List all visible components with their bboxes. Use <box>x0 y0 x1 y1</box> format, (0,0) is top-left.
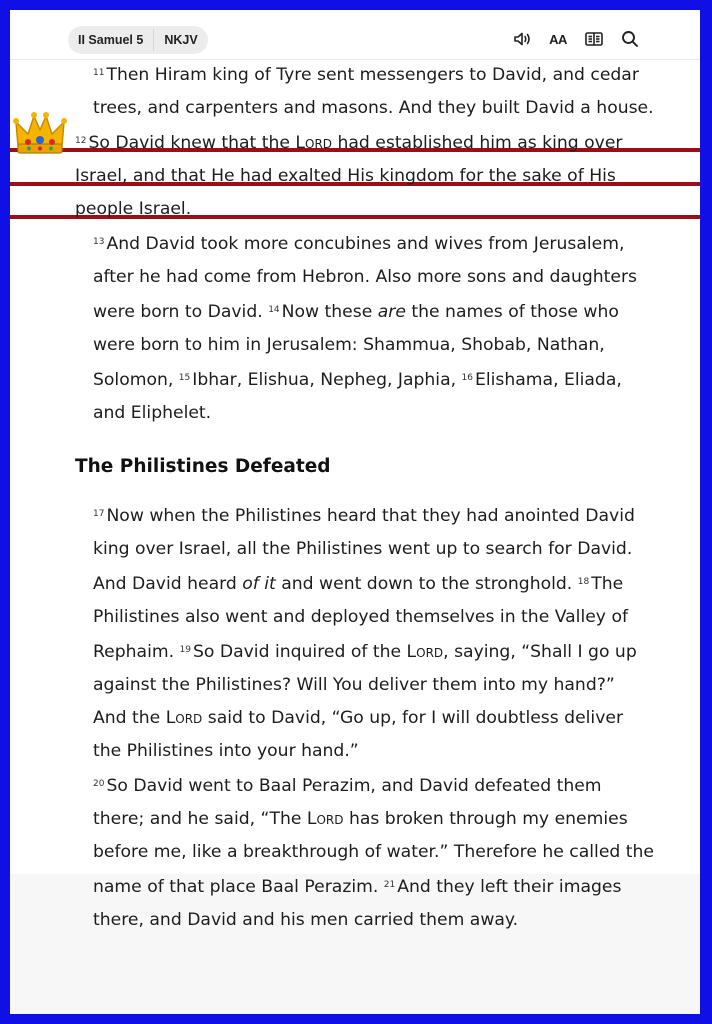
lord-small-caps: Lord <box>406 642 444 662</box>
verse-text: So David knew that the <box>88 133 296 153</box>
lord-small-caps: Lord <box>306 809 344 829</box>
verse-number: 18 <box>577 577 590 587</box>
reference-pill <box>68 26 208 54</box>
italic-word: are <box>377 302 406 322</box>
reader-screen <box>10 10 700 1014</box>
verse-text: the names of those who were born to him in Jerusalem: Shammua, Shobab, Nathan, Solomon, <box>93 302 619 390</box>
section-heading: The Philistines Defeated <box>75 456 331 477</box>
speaker-icon[interactable] <box>512 29 532 49</box>
paragraph-verse-12 <box>75 125 655 226</box>
paragraph-verses-20-21 <box>75 768 655 937</box>
verse-number: 14 <box>268 305 280 315</box>
verse-text: Then Hiram king of Tyre sent messengers to David, and cedar trees, and carpenters and masons. And they built David a house. <box>93 65 654 118</box>
verse-number: 15 <box>178 373 191 383</box>
verse-number: 11 <box>93 68 105 78</box>
verse-number: 20 <box>93 779 105 789</box>
toolbar <box>512 29 640 49</box>
verse-text: Now when the Philistines heard that they had anointed David king over Israel, all the Philistines went up to search for David. And David heard <box>93 506 635 594</box>
verse-text: has broken through my enemies before me, like a breakthrough of water.” Therefore he called the name of that place Baal Perazim. <box>93 809 654 897</box>
verse-text: , saying, “Shall I go up against the Philistines? Will You deliver them into my hand?” <box>93 642 637 695</box>
paragraph-verse-11 <box>75 57 655 125</box>
italic-word: of it <box>242 574 276 594</box>
top-bar <box>10 10 700 60</box>
verse-text: And they left their images there, and David and his men carried them away. <box>93 877 622 930</box>
search-icon[interactable] <box>620 29 640 49</box>
version-button[interactable]: NKJV <box>164 33 198 47</box>
verse-text: Now these <box>281 302 378 322</box>
verse-text: Elishama, Eliada, and Eliphelet. <box>93 370 622 423</box>
verse-number: 12 <box>75 136 87 146</box>
verse-number: 13 <box>93 237 105 247</box>
verse-text: So David inquired of the <box>192 642 407 662</box>
verse-text: The Philistines also went and deployed themselves in the Valley of Rephaim. <box>93 574 629 662</box>
lord-small-caps: Lord <box>295 133 333 153</box>
verse-number: 21 <box>383 880 396 890</box>
verse-text: had established him as king over Israel, and that He had exalted His kingdom for the sake of His people Israel. <box>75 133 623 219</box>
text-size-label: AA <box>549 31 567 47</box>
verse-text: So David went to Baal Perazim, and David defeated them there; and he said, “The <box>93 776 602 829</box>
verse-number: 19 <box>179 645 191 655</box>
verse-text: And David took more concubines and wives from Jerusalem, after he had come from Hebron. Also more sons and daughters were born to David. <box>93 234 637 322</box>
paragraph-verse-19-cont <box>75 702 655 768</box>
verse-number: 17 <box>93 509 105 519</box>
crown-icon <box>12 110 68 160</box>
text-size-icon[interactable] <box>548 29 568 49</box>
verse-text: Ibhar, Elishua, Nepheg, Japhia, <box>192 370 462 390</box>
paragraph-verses-13-16 <box>75 226 655 430</box>
book-chapter-button[interactable]: II Samuel 5 <box>78 33 144 47</box>
verse-number: 16 <box>461 373 473 383</box>
verse-text: And the <box>93 708 166 728</box>
paragraph-verses-17-19 <box>75 498 655 702</box>
verse-text: said to David, “Go up, for I will doubtless deliver the Philistines into your hand.” <box>93 708 624 761</box>
lord-small-caps: Lord <box>165 708 203 728</box>
book-layout-icon[interactable] <box>584 29 604 49</box>
verse-text: and went down to the stronghold. <box>275 574 578 594</box>
chapter-text <box>75 57 655 937</box>
